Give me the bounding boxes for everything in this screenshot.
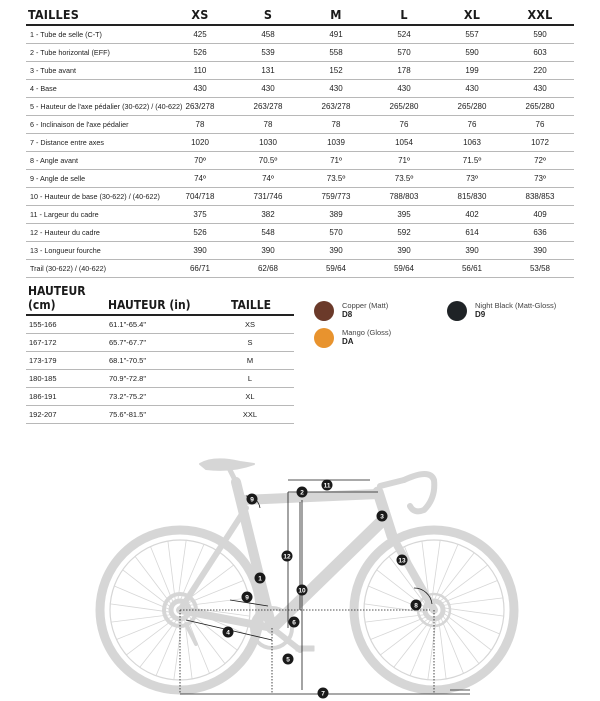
height-in-cell: 65.7"-67.7" (106, 334, 206, 352)
measurement-value: 409 (506, 206, 574, 224)
size-cell: XL (206, 388, 294, 406)
dimension-marker (377, 511, 388, 522)
measurement-value: 110 (166, 62, 234, 80)
measurement-value: 603 (506, 44, 574, 62)
measurement-value: 76 (370, 116, 438, 134)
size-header-s: S (234, 4, 302, 25)
measurement-value: 731/746 (234, 188, 302, 206)
height-cm-cell: 167-172 (26, 334, 106, 352)
measurement-label: 7 - Distance entre axes (26, 134, 166, 152)
size-chart-table (26, 284, 294, 424)
measurement-value: 263/278 (302, 98, 370, 116)
size-header-xs: XS (166, 4, 234, 25)
measurement-value: 539 (234, 44, 302, 62)
size-header: TAILLE (206, 284, 294, 315)
measurement-value: 570 (370, 44, 438, 62)
measurement-value: 74º (234, 170, 302, 188)
measurement-value: 389 (302, 206, 370, 224)
measurement-value: 265/280 (506, 98, 574, 116)
measurement-value: 788/803 (370, 188, 438, 206)
measurement-value: 548 (234, 224, 302, 242)
measurement-value: 1039 (302, 134, 370, 152)
color-code: D9 (475, 310, 486, 319)
measurement-value: 263/278 (234, 98, 302, 116)
dimension-marker (223, 627, 234, 638)
measurement-label: 4 - Base (26, 80, 166, 98)
dimension-marker (242, 592, 253, 603)
measurement-value: 375 (166, 206, 234, 224)
measurement-label: 8 - Angle avant (26, 152, 166, 170)
measurement-value: 592 (370, 224, 438, 242)
marker-number: 1 (258, 575, 262, 583)
measurement-value: 56/61 (438, 260, 506, 278)
measurement-value: 425 (166, 25, 234, 44)
measurement-value: 430 (438, 80, 506, 98)
height-in-cell: 73.2"-75.2" (106, 388, 206, 406)
measurement-value: 390 (506, 242, 574, 260)
measurement-label: 12 - Hauteur du cadre (26, 224, 166, 242)
height-in-cell: 75.6"-81.5" (106, 406, 206, 424)
geometry-row (26, 116, 574, 134)
size-chart-row (26, 406, 294, 424)
height-in-cell: 70.9"-72.8" (106, 370, 206, 388)
measurement-value: 53/58 (506, 260, 574, 278)
measurement-label: 11 - Largeur du cadre (26, 206, 166, 224)
dimension-marker (322, 480, 333, 491)
measurement-value: 1030 (234, 134, 302, 152)
measurement-value: 78 (302, 116, 370, 134)
size-chart-row (26, 370, 294, 388)
measurement-value: 71.5º (438, 152, 506, 170)
geometry-row (26, 188, 574, 206)
measurement-value: 78 (234, 116, 302, 134)
geometry-header-row (26, 4, 574, 25)
measurement-value: 590 (506, 25, 574, 44)
measurement-value: 390 (370, 242, 438, 260)
measurement-label: 2 - Tube horizontal (EFF) (26, 44, 166, 62)
geometry-row (26, 134, 574, 152)
measurement-value: 66/71 (166, 260, 234, 278)
measurement-value: 73.5º (370, 170, 438, 188)
geometry-row (26, 224, 574, 242)
geometry-row (26, 152, 574, 170)
measurement-value: 1072 (506, 134, 574, 152)
measurement-value: 704/718 (166, 188, 234, 206)
marker-number: 6 (292, 619, 296, 627)
measurement-value: 526 (166, 224, 234, 242)
size-header-xl: XL (438, 4, 506, 25)
measurement-value: 614 (438, 224, 506, 242)
copper-swatch (314, 301, 334, 321)
bike-geometry-diagram (0, 440, 600, 701)
height-cm-header: HAUTEUR (cm) (26, 284, 106, 315)
measurement-value: 76 (506, 116, 574, 134)
dimension-marker (411, 600, 422, 611)
measurement-value: 759/773 (302, 188, 370, 206)
color-name: Mango (Gloss) (342, 328, 392, 337)
measurement-value: 430 (506, 80, 574, 98)
geometry-row (26, 62, 574, 80)
measurement-value: 390 (302, 242, 370, 260)
marker-number: 11 (323, 482, 331, 490)
measurement-value: 402 (438, 206, 506, 224)
size-chart-row (26, 334, 294, 352)
geometry-table (26, 4, 574, 278)
measurement-value: 390 (166, 242, 234, 260)
marker-number: 7 (321, 690, 325, 698)
sizes-header-label: TAILLES (26, 4, 166, 25)
bike-frame (164, 459, 450, 651)
marker-number: 8 (414, 602, 418, 610)
geometry-row (26, 44, 574, 62)
measurement-value: 558 (302, 44, 370, 62)
measurement-value: 491 (302, 25, 370, 44)
measurement-value: 430 (166, 80, 234, 98)
measurement-value: 131 (234, 62, 302, 80)
color-option-night-black (447, 301, 556, 321)
dimension-marker (247, 494, 258, 505)
measurement-value: 458 (234, 25, 302, 44)
measurement-value: 524 (370, 25, 438, 44)
dimension-marker (282, 551, 293, 562)
dimension-marker (318, 688, 329, 699)
measurement-value: 73º (506, 170, 574, 188)
marker-number: 5 (286, 656, 290, 664)
dimension-marker (297, 585, 308, 596)
size-cell: XXL (206, 406, 294, 424)
geometry-table-body (26, 25, 574, 278)
measurement-value: 430 (370, 80, 438, 98)
color-name: Night Black (Matt-Gloss) (475, 301, 557, 310)
measurement-value: 263/278 (166, 98, 234, 116)
measurement-value: 390 (438, 242, 506, 260)
height-cm-cell: 180-185 (26, 370, 106, 388)
size-chart-header-row (26, 284, 294, 315)
color-code: D8 (342, 310, 353, 319)
measurement-label: Trail (30-622) / (40-622) (26, 260, 166, 278)
measurement-value: 78 (166, 116, 234, 134)
geometry-row (26, 170, 574, 188)
size-chart-row (26, 352, 294, 370)
marker-number: 9 (250, 496, 254, 504)
measurement-value: 70.5º (234, 152, 302, 170)
measurement-value: 395 (370, 206, 438, 224)
measurement-value: 590 (438, 44, 506, 62)
size-chart-row (26, 388, 294, 406)
measurement-value: 59/64 (302, 260, 370, 278)
measurement-value: 74º (166, 170, 234, 188)
measurement-value: 265/280 (370, 98, 438, 116)
height-cm-cell: 155-166 (26, 315, 106, 334)
marker-number: 2 (300, 489, 304, 497)
mango-swatch (314, 328, 334, 348)
measurement-value: 1063 (438, 134, 506, 152)
measurement-label: 6 - Inclinaison de l'axe pédalier (26, 116, 166, 134)
dimension-marker (289, 617, 300, 628)
measurement-value: 1054 (370, 134, 438, 152)
measurement-value: 220 (506, 62, 574, 80)
size-header-l: L (370, 4, 438, 25)
marker-number: 10 (298, 587, 306, 595)
measurement-value: 570 (302, 224, 370, 242)
night-black-swatch (447, 301, 467, 321)
measurement-label: 5 - Hauteur de l'axe pédalier (30-622) / (40-622) (26, 98, 166, 116)
color-name: Copper (Matt) (342, 301, 389, 310)
dimension-marker (255, 573, 266, 584)
measurement-value: 526 (166, 44, 234, 62)
height-in-cell: 61.1"-65.4" (106, 315, 206, 334)
measurement-value: 73º (438, 170, 506, 188)
measurement-label: 3 - Tube avant (26, 62, 166, 80)
measurement-value: 71º (370, 152, 438, 170)
size-cell: M (206, 352, 294, 370)
marker-number: 12 (283, 553, 291, 561)
color-option-copper (314, 301, 388, 321)
size-chart-body (26, 315, 294, 424)
height-cm-cell: 186-191 (26, 388, 106, 406)
measurement-label: 13 - Longueur fourche (26, 242, 166, 260)
measurement-value: 382 (234, 206, 302, 224)
size-header-m: M (302, 4, 370, 25)
measurement-value: 62/68 (234, 260, 302, 278)
size-cell: XS (206, 315, 294, 334)
size-cell: S (206, 334, 294, 352)
size-chart-row (26, 315, 294, 334)
measurement-value: 72º (506, 152, 574, 170)
color-option-mango (314, 328, 391, 348)
geometry-row (26, 206, 574, 224)
measurement-value: 199 (438, 62, 506, 80)
measurement-value: 71º (302, 152, 370, 170)
geometry-row (26, 80, 574, 98)
measurement-value: 152 (302, 62, 370, 80)
measurement-value: 265/280 (438, 98, 506, 116)
size-cell: L (206, 370, 294, 388)
measurement-value: 430 (302, 80, 370, 98)
height-cm-cell: 173-179 (26, 352, 106, 370)
measurement-label: 9 - Angle de selle (26, 170, 166, 188)
dimension-marker (397, 555, 408, 566)
marker-number: 13 (398, 557, 406, 565)
height-cm-cell: 192-207 (26, 406, 106, 424)
dimension-marker (297, 487, 308, 498)
marker-number: 4 (226, 629, 230, 637)
measurement-label: 10 - Hauteur de base (30-622) / (40-622) (26, 188, 166, 206)
measurement-label: 1 - Tube de selle (C-T) (26, 25, 166, 44)
measurement-value: 815/830 (438, 188, 506, 206)
geometry-row (26, 98, 574, 116)
height-in-cell: 68.1"-70.5" (106, 352, 206, 370)
geometry-row (26, 25, 574, 44)
measurement-value: 1020 (166, 134, 234, 152)
measurement-value: 76 (438, 116, 506, 134)
geometry-row (26, 260, 574, 278)
marker-number: 9 (245, 594, 249, 602)
marker-number: 3 (380, 513, 384, 521)
dimension-marker (283, 654, 294, 665)
measurement-value: 557 (438, 25, 506, 44)
measurement-value: 73.5º (302, 170, 370, 188)
measurement-value: 178 (370, 62, 438, 80)
measurement-value: 70º (166, 152, 234, 170)
measurement-value: 838/853 (506, 188, 574, 206)
geometry-row (26, 242, 574, 260)
measurement-value: 59/64 (370, 260, 438, 278)
measurement-value: 430 (234, 80, 302, 98)
measurement-value: 636 (506, 224, 574, 242)
size-header-xxl: XXL (506, 4, 574, 25)
color-code: DA (342, 337, 354, 346)
height-in-header: HAUTEUR (in) (106, 284, 206, 315)
measurement-value: 390 (234, 242, 302, 260)
